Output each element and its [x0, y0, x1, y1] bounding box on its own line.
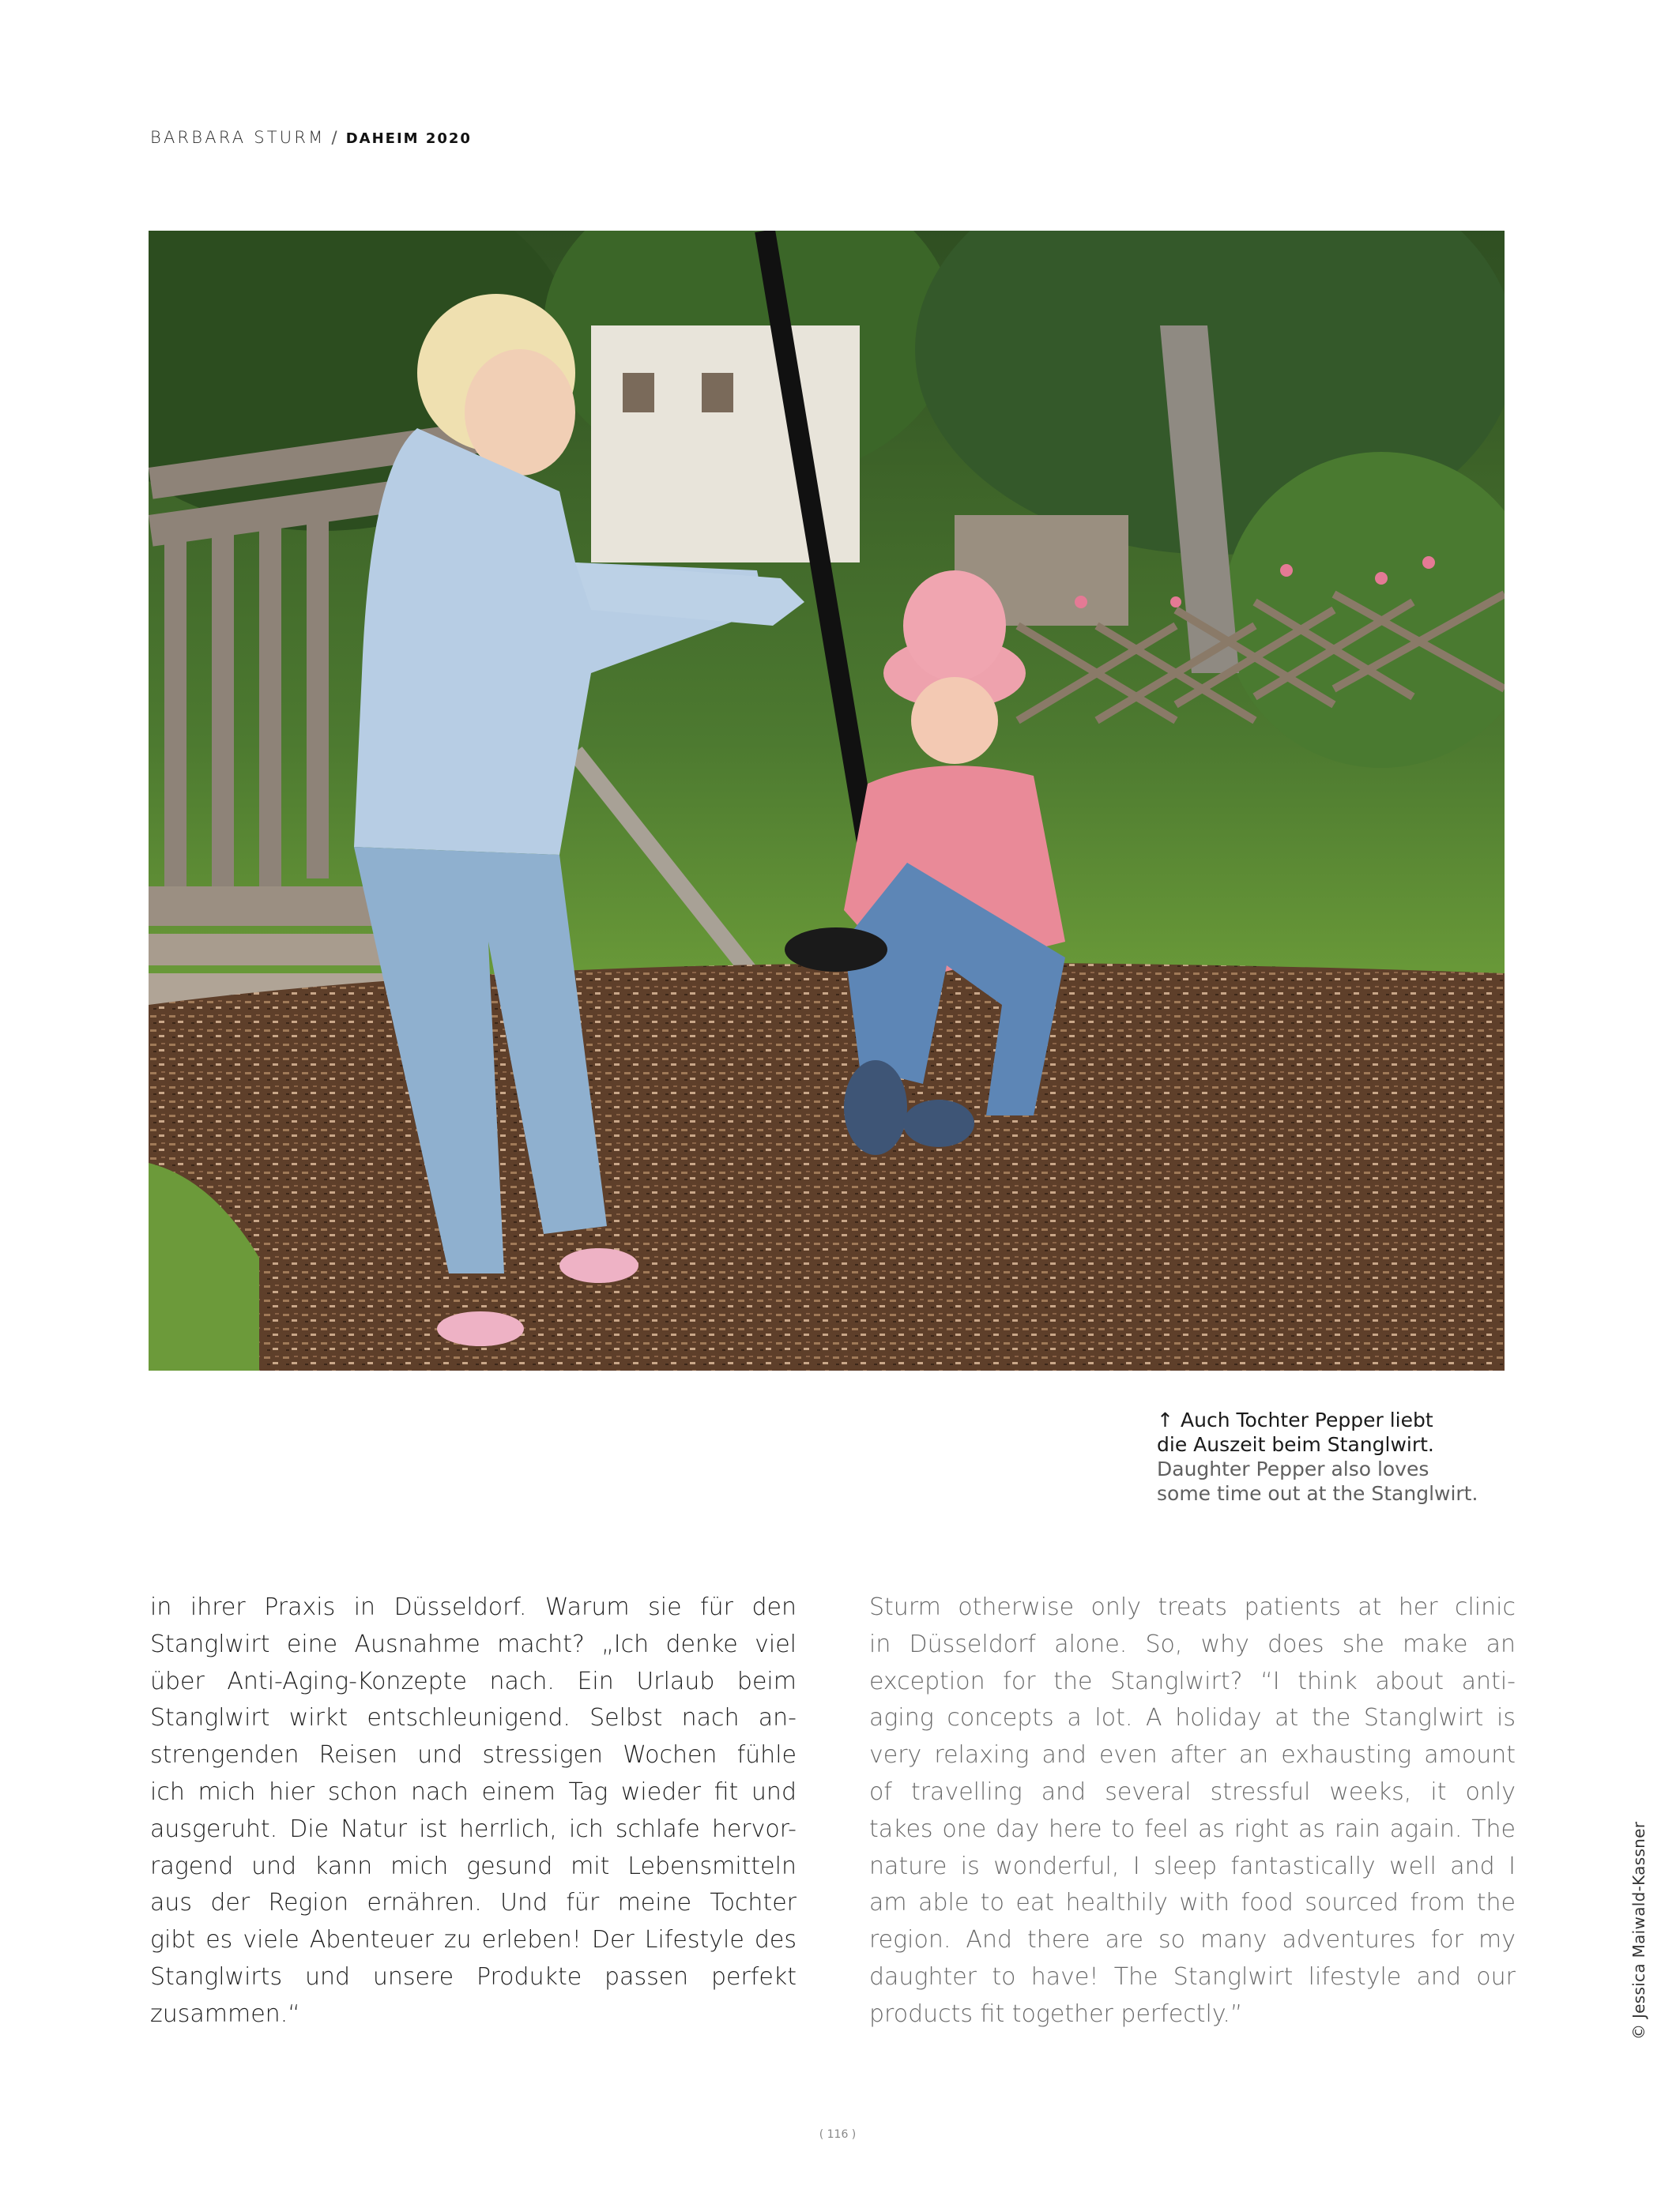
body-line: daughter to have! The Stanglwirt lifestyle and our	[869, 1962, 1516, 1991]
body-line: in Düsseldorf alone. So, why does she make an	[869, 1630, 1516, 1658]
body-line: exception for the Stanglwirt? “I think about anti-	[869, 1667, 1516, 1695]
body-line: of travelling and several stressful weeks, it only	[869, 1778, 1516, 1806]
body-column-german	[150, 1589, 797, 2033]
body-line: very relaxing and even after an exhausting amount	[869, 1741, 1516, 1770]
body-line: Stanglwirts und unsere Produkte passen perfekt	[150, 1962, 797, 1991]
body-line: takes one day here to feel as right as rain again. The	[869, 1815, 1516, 1843]
caption-english-line-2: some time out at the Stanglwirt.	[1157, 1482, 1478, 1505]
body-line: ich mich hier schon nach einem Tag wieder fit und	[150, 1778, 797, 1806]
body-line: products fit together perfectly.”	[869, 1999, 1243, 2028]
header-separator: /	[331, 128, 340, 147]
body-line: ausgeruht. Die Natur ist herrlich, ich schlafe hervor-	[150, 1815, 797, 1843]
body-line: aus der Region ernähren. Und für meine Tochter	[150, 1889, 797, 1917]
photo-credit: © Jessica Maiwald-Kassner	[1629, 1821, 1648, 2040]
hero-photo	[149, 231, 1505, 1371]
body-line: über Anti-Aging-Konzepte nach. Ein Urlaub beim	[150, 1667, 797, 1695]
body-line: Stanglwirt eine Ausnahme macht? „Ich denke viel	[150, 1630, 797, 1658]
section-title: DAHEIM 2020	[345, 130, 472, 147]
body-line: ragend und kann mich gesund mit Lebensmitteln	[150, 1852, 797, 1880]
author-name: BARBARA STURM	[150, 128, 326, 147]
body-line: gibt es viele Abenteuer zu erleben! Der Lifestyle des	[150, 1926, 797, 1954]
caption-german-line-2: die Auszeit beim Stanglwirt.	[1157, 1433, 1434, 1456]
body-line: zusammen.“	[150, 1999, 300, 2028]
caption-german-line-1: ↑ Auch Tochter Pepper liebt	[1157, 1409, 1433, 1431]
body-column-english	[869, 1589, 1516, 2033]
body-line: am able to eat healthily with food sourced from the	[869, 1889, 1516, 1917]
page-number: ( 116 )	[819, 2128, 857, 2141]
photo-illustration	[149, 231, 1505, 1371]
arrow-up-icon: ↑	[1157, 1409, 1173, 1431]
body-line: in ihrer Praxis in Düsseldorf. Warum sie für den	[150, 1593, 797, 1621]
photo-caption	[1157, 1408, 1478, 1506]
body-line: nature is wonderful, I sleep fantastically well and I	[869, 1852, 1516, 1880]
body-line: Stanglwirt wirkt entschleunigend. Selbst nach an-	[150, 1704, 797, 1732]
caption-english-line-1: Daughter Pepper also loves	[1157, 1458, 1429, 1480]
body-line: aging concepts a lot. A holiday at the Stanglwirt is	[869, 1704, 1516, 1732]
body-line: Sturm otherwise only treats patients at her clinic	[869, 1593, 1516, 1621]
body-line: region. And there are so many adventures for my	[869, 1926, 1516, 1954]
body-line: strengenden Reisen und stressigen Wochen fühle	[150, 1741, 797, 1770]
running-head	[150, 128, 472, 147]
